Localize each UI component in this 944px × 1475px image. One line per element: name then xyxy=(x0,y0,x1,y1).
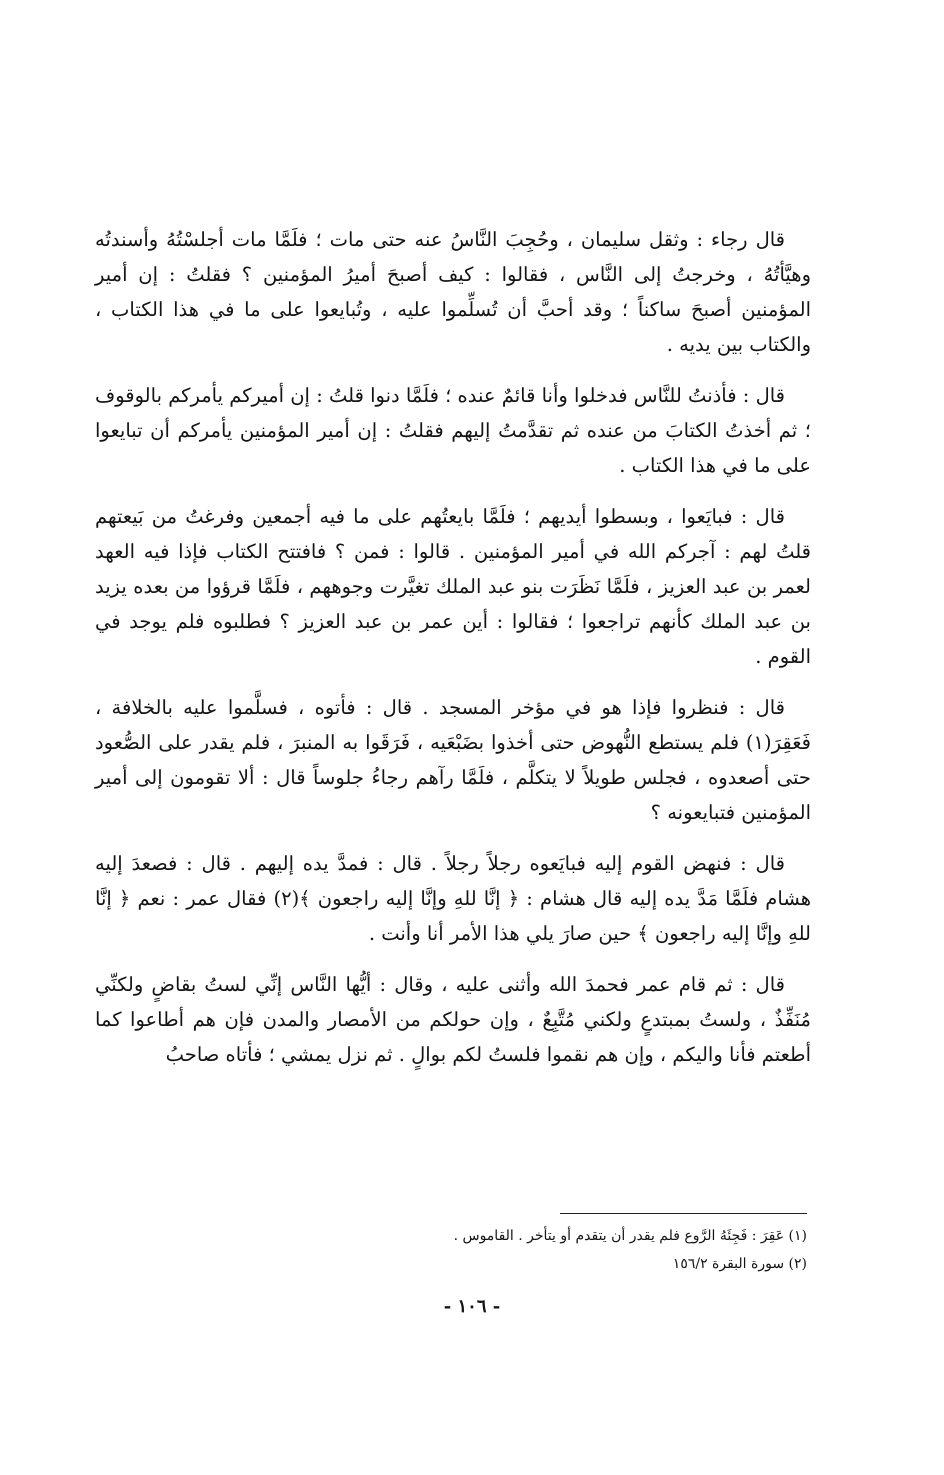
paragraph-6-text: قال : ثم قام عمر فحمدَ الله وأثنى عليه ، وقال : أيُّها النَّاس إنِّي لستُ بقاضٍ ولكنِّي مُنَفِّذٌ ، ولستُ بمبتدعٍ ولكني مُتَّبِعٌ ، وإن حولكم من الأمصار والمدن فإن هم أطاعوا كما أطعتم فأنا واليكم ، وإن هم نقموا فلستُ لكم بوالٍ . ثم نزل يمشي ؛ فأتاه صاحبُ xyxy=(95,973,811,1066)
footnote-divider xyxy=(560,1213,807,1214)
paragraph-3-text: قال : فبايَعوا ، وبسطوا أيديهم ؛ فلَمَّا بايعتُهم على ما فيه أجمعين وفرغتُ من بَيعتهم قلتُ لهم : آجركم الله في أمير المؤمنين . قالوا : فمن ؟ فافتتح الكتاب فإذا فيه العهد لعمر بن عبد العزيز ، فلَمَّا نَظَرَت بنو عبد الملك تغيَّرت وجوههم ، فلَمَّا قرؤوا من بعده يزيد بن عبد الملك كأنهم تراجعوا ؛ فقالوا : أين عمر بن عبد العزيز ؟ فطلبوه فلم يوجد في القوم . xyxy=(95,505,811,668)
paragraph-2 xyxy=(95,378,811,483)
paragraph-1-text: قال رجاء : وثقل سليمان ، وحُجِبَ النَّاسُ عنه حتى مات ؛ فلَمَّا مات أجلسْتُهُ وأسندتُه وهيَّأتُهُ ، وخرجتُ إلى النَّاس ، فقالوا : كيف أصبحَ أميرُ المؤمنين ؟ فقلتُ : إن أمير المؤمنين أصبحَ ساكناً ؛ وقد أحبَّ أن تُسلِّموا عليه ، وتُبايعوا على ما في هذا الكتاب ، والكتاب بين يديه . xyxy=(95,228,811,356)
paragraph-5 xyxy=(95,846,811,951)
paragraph-2-text: قال : فأذنتُ للنَّاس فدخلوا وأنا قائمٌ عنده ؛ فلَمَّا دنوا قلتُ : إن أميركم يأمركم بالوقوف ؛ ثم أخذتُ الكتابَ من عنده ثم تقدَّمتُ إليهم فقلتُ : إن أمير المؤمنين يأمركم أن تبايعوا على ما في هذا الكتاب . xyxy=(95,384,811,477)
paragraph-3 xyxy=(95,499,811,674)
paragraph-5-text: قال : فنهض القوم إليه فبايَعوه رجلاً رجلاً . قال : فمدَّ يده إليهم . قال : فصعدَ إليه هشام فلَمَّا مَدَّ يده إليه قال هشام : ﴿ إنَّا للهِ وإنَّا إليه راجعون ﴾(٢) فقال عمر : نعم ﴿ إنَّا للهِ وإنَّا إليه راجعون ﴾ حين صارَ يلي هذا الأمر أنا وأنت . xyxy=(95,852,812,945)
page-body xyxy=(95,222,811,1088)
paragraph-4 xyxy=(95,690,811,830)
footnote-2: (٢) سورة البقرة ١٥٦/٢ xyxy=(672,1256,807,1272)
paragraph-1 xyxy=(95,222,811,362)
page-number: - ١٠٦ - xyxy=(443,1296,501,1317)
footnote-1: (١) عَقِرَ : فَجِئَهُ الرَّوع فلم يقدر أن يتقدم أو يتأخر . القاموس . xyxy=(453,1228,807,1244)
paragraph-6 xyxy=(95,967,811,1072)
footnotes xyxy=(95,1222,807,1278)
paragraph-4-text: قال : فنظروا فإذا هو في مؤخر المسجد . قال : فأتوه ، فسلَّموا عليه بالخلافة ، فَعَقِرَ(١) فلم يستطع النُّهوض حتى أخذوا بضَبْعَيه ، فَرَقَوا به المنبرَ ، فلم يقدر على الصُّعود حتى أصعدوه ، فجلس طويلاً لا يتكلَّم ، فلَمَّا رآهم رجاءُ جلوساً قال : ألا تقومون إلى أمير المؤمنين فتبايعونه ؟ xyxy=(95,696,811,824)
